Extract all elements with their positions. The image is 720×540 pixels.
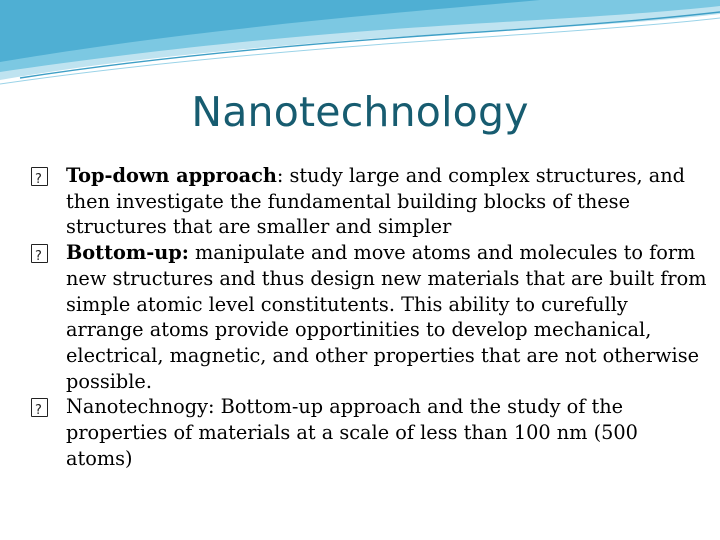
missing-glyph-bullet-icon [31,398,48,417]
missing-glyph-bullet-icon [31,244,48,263]
bullet-lead: Top-down approach [66,164,277,187]
bullet-top-down [30,163,710,240]
bullet-nanotechnogy [30,394,710,471]
bullet-body: Nanotechnogy: Bottom-up approach and the study of the properties of materials at a scale of less than 100 nm (500 atoms) [66,395,638,470]
slide-title: Nanotechnology [191,88,529,136]
bullet-text [66,241,707,393]
missing-glyph-bullet-icon [31,167,48,186]
bullet-text [66,164,685,238]
bullet-bottom-up [30,240,710,394]
header-wave-decoration [0,0,720,90]
bullet-text [66,395,638,469]
bullet-list [30,163,710,471]
bullet-body: : study large and complex structures, and then investigate the fundamental building blocks of these structures that are smaller and simpler [66,164,685,239]
bullet-body: manipulate and move atoms and molecules to form new structures and thus design new materials that are built from simple atomic level constitutents. This ability to curefully arrange atoms provide opportinities to develop mechanical, electrical, magnetic, and other properties that are not otherwise possible. [66,241,707,393]
bullet-lead: Bottom-up: [66,241,189,265]
